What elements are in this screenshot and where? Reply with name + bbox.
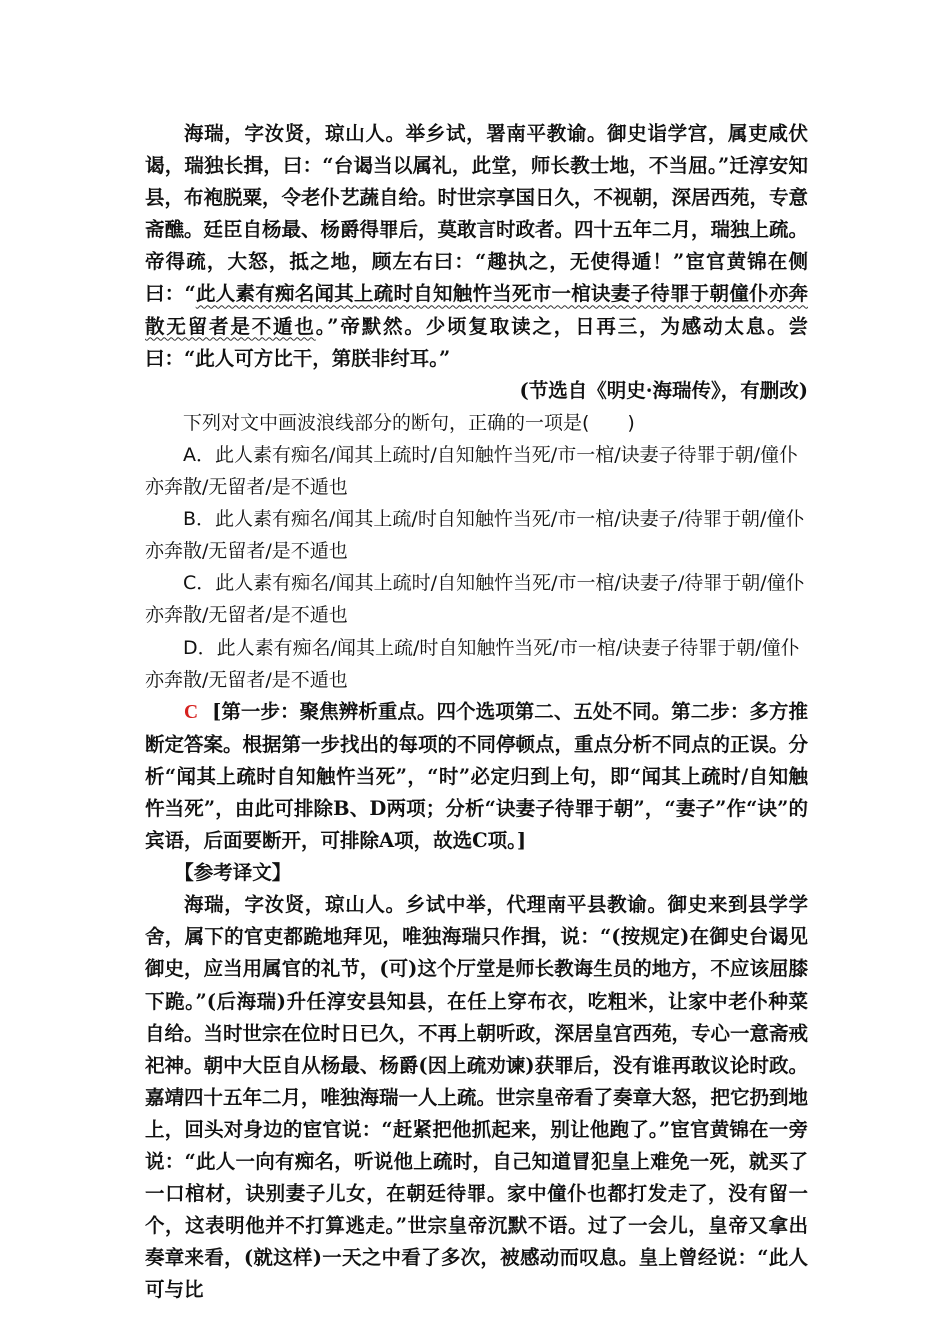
- wavy-underlined-text: 此人素有痴名闻其上疏时自知触忤当死市一棺诀妻子待罪于朝僮仆亦奔散无留者是不遁也: [145, 282, 808, 338]
- question-stem: 下列对文中画波浪线部分的断句，正确的一项是( ): [183, 411, 635, 434]
- option-a: A．此人素有痴名/闻其上疏时/自知触忤当死/市一棺/诀妻子待罪于朝/僮仆亦奔散/无留者/是不遁也: [145, 443, 799, 499]
- passage-source: (节选自《明史·海瑞传》，有删改): [519, 378, 808, 402]
- option-c: C．此人素有痴名/闻其上疏时/自知触忤当死/市一棺/诀妻子/待罪于朝/僮仆亦奔散/无留者/是不遁也: [145, 572, 805, 627]
- document-page: [145, 118, 808, 1306]
- answer-explanation: [第一步：聚焦辨析重点。四个选项第二、五处不同。第二步：多方推断定答案。根据第一步找出的每项的不同停顿点，重点分析不同点的正误。分析“闻其上疏时自知触忤当死”，“时”必定归到上句，即“闻其上疏时/自知触忤当死”，由此可排除B、D两项；分析“诀妻子待罪于朝”，“妻子”作“诀”的宾语，后面要断开，可排除A项，故选C项。]: [145, 699, 809, 853]
- option-d: D．此人素有痴名/闻其上疏/时自知触忤当死/市一棺/诀妻子待罪于朝/僮仆亦奔散/无留者/是不遁也: [145, 636, 800, 691]
- translation-heading: 【参考译文】: [174, 861, 292, 885]
- answer-paragraph: [145, 696, 808, 857]
- answer-letter: C: [184, 701, 199, 723]
- passage-paragraph: [145, 118, 808, 375]
- option-b: B．此人素有痴名/闻其上疏/时自知触忤当死/市一棺/诀妻子/待罪于朝/僮仆亦奔散/无留者/是不遁也: [145, 508, 805, 563]
- passage-text: 海瑞，字汝贤，琼山人。举乡试，署南平教谕。御史诣学宫，属吏咸伏谒，瑞独长揖，曰：“台谒当以属礼，此堂，师长教士地，不当屈。”迁淳安知县，布袍脱粟，令老仆艺蔬自给。时世宗享国日久，不视朝，深居西苑，专意斋醮。廷臣自杨最、杨爵得罪后，莫敢言时政者。四十五年二月，瑞独上疏。帝得疏，大怒，抵之地，顾左右曰：“趣执之，无使得遁！”宦官黄锦在侧曰：“: [145, 122, 809, 306]
- passage-text-end: 。”帝默然。少顷复取读之，日再三，为感动太息。尝曰：“此人可方比干，第朕非纣耳。”: [145, 314, 808, 370]
- translation-text: 海瑞，字汝贤，琼山人。乡试中举，代理南平县教谕。御史来到县学学舍，属下的官吏都跪地拜见，唯独海瑞只作揖，说：“(按规定)在御史台谒见御史，应当用属官的礼节，(可)这个厅堂是师长教诲生员的地方，不应该屈膝下跪。”(后海瑞)升任淳安县知县，在任上穿布衣，吃粗米，让家中老仆种菜自给。当时世宗在位时日已久，不再上朝听政，深居皇宫西苑，专心一意斋戒祀神。朝中大臣自从杨最、杨爵(因上疏劝谏)获罪后，没有谁再敢议论时政。嘉靖四十五年二月，唯独海瑞一人上疏。世宗皇帝看了奏章大怒，把它扔到地上，回头对身边的宦官说：“赶紧把他抓起来，别让他跑了。”宦官黄锦在一旁说：“此人一向有痴名，听说他上疏时，自己知道冒犯皇上难免一死，就买了一口棺材，诀别妻子儿女，在朝廷待罪。家中僮仆也都打发走了，没有留一个，这表明他并不打算逃走。”世宗皇帝沉默不语。过了一会儿，皇帝又拿出奏章来看，(就这样)一天之中看了多次，被感动而叹息。皇上曾经说：“此人可与比: [145, 893, 809, 1302]
